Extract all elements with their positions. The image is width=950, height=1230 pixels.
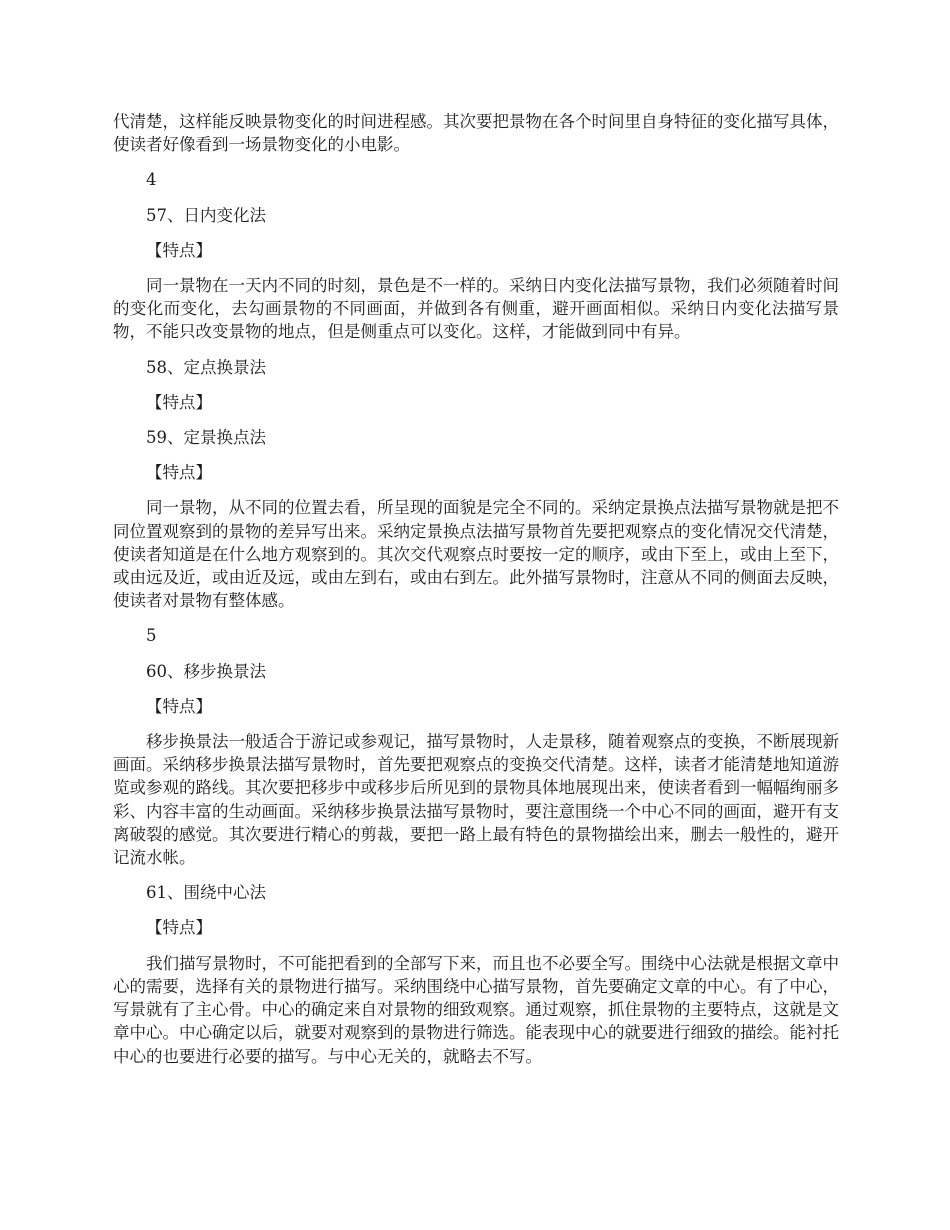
- paragraph-59-body: 同一景物，从不同的位置去看，所呈现的面貌是完全不同的。采纳定景换点法描写景物就是把不同位置观察到的景物的差异写出来。采纳定景换点法描写景物首先要把观察点的变化情况交代清楚，使读者知道是在什么地方观察到的。其次交代观察点时要按一定的顺序，或由下至上，或由上至下，或由远及近，或由近及远，或由左到右，或由右到左。此外描写景物时，注意从不同的侧面去反映，使读者对景物有整体感。: [113, 498, 839, 611]
- paragraph-continuation: 代清楚，这样能反映景物变化的时间进程感。其次要把景物在各个时间里自身特征的变化描写具体，使读者好像看到一场景物变化的小电影。: [113, 112, 839, 155]
- page-number-5: 5: [146, 626, 157, 646]
- section-heading-61: 61、围绕中心法: [146, 883, 266, 903]
- feature-label: 【特点】: [146, 918, 212, 938]
- document-body: [113, 110, 839, 1068]
- paragraph-57-body: 同一景物在一天内不同的时刻，景色是不一样的。采纳日内变化法描写景物，我们必须随着时间的变化而变化，去勾画景物的不同画面，并做到各有侧重，避开画面相似。采纳日内变化法描写景物，不能只改变景物的地点，但是侧重点可以变化。这样，才能做到同中有异。: [113, 276, 839, 342]
- paragraph-61-body: 我们描写景物时，不可能把看到的全部写下来，而且也不必要全写。围绕中心法就是根据文章中心的需要，选择有关的景物进行描写。采纳围绕中心描写景物，首先要确定文章的中心。有了中心，写景就有了主心骨。中心的确定来自对景物的细致观察。通过观察，抓住景物的主要特点，这就是文章中心。中心确定以后，就要对观察到的景物进行筛选。能表现中心的就要进行细致的描绘。能衬托中心的也要进行必要的描写。与中心无关的，就略去不写。: [113, 953, 839, 1066]
- section-heading-59: 59、定景换点法: [146, 428, 266, 448]
- feature-label: 【特点】: [146, 240, 212, 260]
- feature-label: 【特点】: [146, 696, 212, 716]
- page-number-4: 4: [146, 170, 157, 190]
- paragraph-60-body: 移步换景法一般适合于游记或参观记，描写景物时，人走景移，随着观察点的变换，不断展现新画面。采纳移步换景法描写景物时，首先要把观察点的变换交代清楚。这样，读者才能清楚地知道游览或参观的路线。其次要把移步中或移步后所见到的景物具体地展现出来，使读者看到一幅幅绚丽多彩、内容丰富的生动画面。采纳移步换景法描写景物时，要注意围绕一个中心不同的画面，避开有支离破裂的感觉。其次要进行精心的剪裁，要把一路上最有特色的景物描绘出来，删去一般性的，避开记流水帐。: [113, 732, 839, 868]
- feature-label: 【特点】: [146, 463, 212, 483]
- section-heading-58: 58、定点换景法: [146, 357, 266, 377]
- section-heading-60: 60、移步换景法: [146, 661, 266, 681]
- section-heading-57: 57、日内变化法: [146, 205, 266, 225]
- feature-label: 【特点】: [146, 392, 212, 412]
